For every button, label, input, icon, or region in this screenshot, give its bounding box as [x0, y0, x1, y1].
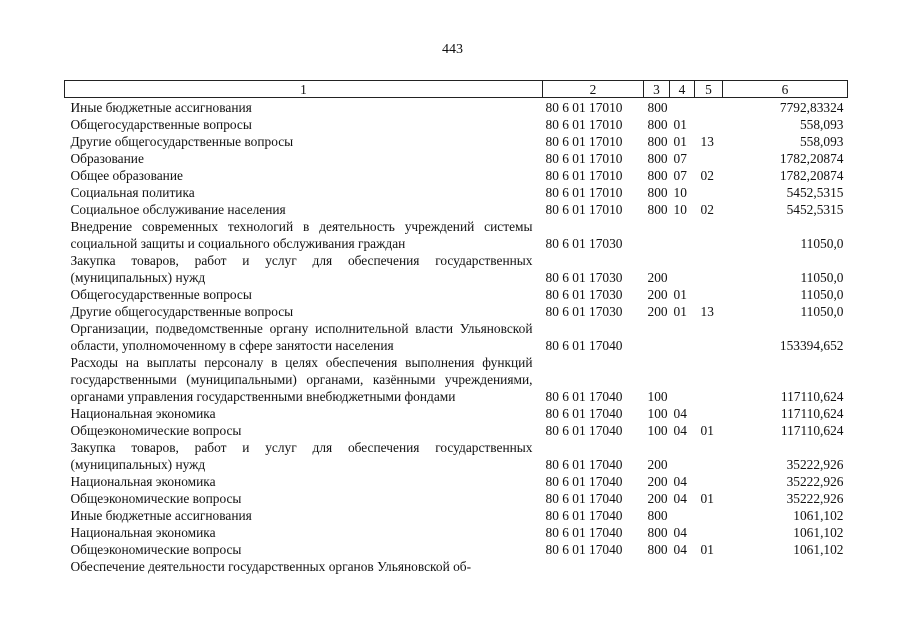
header-col-3: 3: [644, 81, 670, 98]
table-row: [65, 184, 848, 201]
row-code: 80 6 01 17030: [545, 236, 623, 251]
row-vr: 100: [647, 423, 668, 438]
row-name: Национальная экономика: [70, 474, 216, 489]
row-sum: 1061,102: [793, 542, 844, 557]
row-code: 80 6 01 17040: [545, 491, 623, 506]
row-vr: 800: [647, 151, 668, 166]
row-name: Другие общегосударственные вопросы: [70, 134, 294, 149]
row-vr: 200: [647, 457, 668, 472]
header-col-5: 5: [695, 81, 723, 98]
row-name: Закупка товаров, работ и услуг для обеспечения государственных (муниципальных) нужд: [70, 440, 533, 472]
row-sum: 35222,926: [786, 457, 844, 472]
row-rz: [670, 558, 695, 575]
row-rz: 01: [673, 117, 687, 132]
row-name: Социальная политика: [70, 185, 195, 200]
row-sum: 117110,624: [780, 389, 844, 404]
row-name: Общеэкономические вопросы: [70, 423, 242, 438]
row-code: 80 6 01 17040: [545, 525, 623, 540]
row-rz: 04: [673, 525, 687, 540]
row-vr: 800: [647, 508, 668, 523]
table-row: [65, 507, 848, 524]
row-pr: [695, 439, 723, 473]
header-col-1: 1: [65, 81, 543, 98]
table-row: [65, 558, 848, 575]
row-sum: 11050,0: [800, 304, 844, 319]
row-name: Расходы на выплаты персоналу в целях обеспечения выполнения функций государственными (муниципальными) органами, казёнными учреждениями, органами управления государственными внебюджетными фондами: [70, 355, 533, 404]
row-name: Иные бюджетные ассигнования: [70, 100, 252, 115]
row-code: 80 6 01 17030: [545, 270, 623, 285]
row-code: [543, 558, 644, 575]
row-pr: [695, 524, 723, 541]
row-pr: 01: [700, 423, 714, 438]
row-name: Национальная экономика: [70, 525, 216, 540]
row-rz: 04: [673, 491, 687, 506]
row-pr: 02: [700, 168, 714, 183]
table-row: [65, 422, 848, 439]
row-sum: 7792,83324: [779, 100, 844, 115]
row-vr: 200: [647, 287, 668, 302]
row-sum: 117110,624: [780, 423, 844, 438]
row-pr: 13: [700, 134, 714, 149]
row-name: Общеэкономические вопросы: [70, 491, 242, 506]
row-rz: [670, 252, 695, 286]
row-sum: 558,093: [799, 134, 844, 149]
row-code: 80 6 01 17010: [545, 185, 623, 200]
row-pr: [695, 116, 723, 133]
row-code: 80 6 01 17040: [545, 457, 623, 472]
row-pr: [695, 405, 723, 422]
row-rz: 07: [673, 168, 687, 183]
row-name: Общегосударственные вопросы: [70, 117, 252, 132]
row-vr: 200: [647, 270, 668, 285]
row-code: 80 6 01 17040: [545, 508, 623, 523]
row-pr: 01: [700, 491, 714, 506]
row-rz: [670, 218, 695, 252]
row-rz: 10: [673, 185, 687, 200]
row-name: Социальное обслуживание населения: [70, 202, 286, 217]
row-vr: 200: [647, 474, 668, 489]
row-vr: 800: [647, 168, 668, 183]
row-name: Внедрение современных технологий в деятельность учреждений системы социальной защиты и социального обслуживания граждан: [70, 219, 533, 251]
row-vr: 800: [647, 202, 668, 217]
row-sum: 11050,0: [800, 236, 844, 251]
row-rz: 07: [673, 151, 687, 166]
row-rz: 01: [673, 287, 687, 302]
row-rz: [670, 507, 695, 524]
table-row: [65, 405, 848, 422]
row-sum: [723, 558, 848, 575]
row-name: Общегосударственные вопросы: [70, 287, 252, 302]
row-name: Организации, подведомственные органу исполнительной власти Ульяновской области, уполномоченному в сфере занятости населения: [70, 321, 533, 353]
row-rz: 04: [673, 542, 687, 557]
row-name: Иные бюджетные ассигнования: [70, 508, 252, 523]
row-vr: 200: [647, 491, 668, 506]
row-rz: [670, 439, 695, 473]
row-rz: 01: [673, 134, 687, 149]
header-col-6: 6: [723, 81, 848, 98]
table-row: [65, 116, 848, 133]
row-sum: 35222,926: [786, 474, 844, 489]
page-number: 443: [442, 42, 463, 57]
row-sum: 153394,652: [779, 338, 844, 353]
budget-table: [64, 80, 848, 575]
row-vr: [644, 320, 670, 354]
header-row: [65, 81, 848, 98]
row-sum: 5452,5315: [786, 185, 844, 200]
row-pr: [695, 150, 723, 167]
row-code: 80 6 01 17010: [545, 168, 623, 183]
row-name: Общеэкономические вопросы: [70, 542, 242, 557]
row-vr: 200: [647, 304, 668, 319]
table-body: [65, 98, 848, 576]
row-pr: 01: [700, 542, 714, 557]
row-pr: [695, 507, 723, 524]
row-name: Общее образование: [70, 168, 183, 183]
row-sum: 1782,20874: [779, 151, 844, 166]
row-code: 80 6 01 17040: [545, 542, 623, 557]
row-name: Образование: [70, 151, 144, 166]
row-vr: 100: [647, 389, 668, 404]
row-rz: 04: [673, 474, 687, 489]
row-sum: 117110,624: [780, 406, 844, 421]
row-code: 80 6 01 17040: [545, 406, 623, 421]
row-pr: 02: [700, 202, 714, 217]
row-code: 80 6 01 17010: [545, 117, 623, 132]
row-pr: [695, 184, 723, 201]
row-vr: [644, 218, 670, 252]
row-name: Национальная экономика: [70, 406, 216, 421]
row-pr: [695, 354, 723, 405]
row-pr: [695, 320, 723, 354]
row-rz: 04: [673, 406, 687, 421]
table-header: [65, 81, 848, 98]
table-row: [65, 303, 848, 320]
row-code: 80 6 01 17010: [545, 202, 623, 217]
row-pr: [695, 473, 723, 490]
row-pr: [695, 218, 723, 252]
row-name: Закупка товаров, работ и услуг для обеспечения государственных (муниципальных) нужд: [70, 253, 533, 285]
row-code: 80 6 01 17010: [545, 151, 623, 166]
table-row: [65, 320, 848, 354]
table-row: [65, 218, 848, 252]
row-code: 80 6 01 17040: [545, 474, 623, 489]
row-vr: 800: [647, 525, 668, 540]
row-vr: 800: [647, 100, 668, 115]
row-pr: [695, 252, 723, 286]
row-vr: 800: [647, 117, 668, 132]
row-rz: [670, 354, 695, 405]
table-row: [65, 490, 848, 507]
header-col-2: 2: [543, 81, 644, 98]
row-pr: [695, 558, 723, 575]
row-code: 80 6 01 17030: [545, 287, 623, 302]
row-pr: [695, 286, 723, 303]
row-sum: 1782,20874: [779, 168, 844, 183]
row-sum: 11050,0: [800, 270, 844, 285]
row-sum: 558,093: [799, 117, 844, 132]
table-row: [65, 524, 848, 541]
table-row: [65, 252, 848, 286]
row-pr: [695, 98, 723, 117]
row-rz: 04: [673, 423, 687, 438]
row-rz: [670, 320, 695, 354]
row-vr: 800: [647, 134, 668, 149]
header-col-4: 4: [670, 81, 695, 98]
table-row: [65, 201, 848, 218]
row-rz: [670, 98, 695, 117]
row-rz: 10: [673, 202, 687, 217]
row-vr: 100: [647, 406, 668, 421]
row-name: Другие общегосударственные вопросы: [70, 304, 294, 319]
row-name: Обеспечение деятельности государственных органов Ульяновской об-: [70, 559, 472, 574]
row-vr: 800: [647, 185, 668, 200]
row-code: 80 6 01 17030: [545, 304, 623, 319]
row-sum: 5452,5315: [786, 202, 844, 217]
row-code: 80 6 01 17010: [545, 100, 623, 115]
table-row: [65, 133, 848, 150]
table-row: [65, 354, 848, 405]
table-row: [65, 541, 848, 558]
row-code: 80 6 01 17040: [545, 423, 623, 438]
table-row: [65, 150, 848, 167]
table-row: [65, 286, 848, 303]
row-code: 80 6 01 17010: [545, 134, 623, 149]
row-vr: 800: [647, 542, 668, 557]
row-vr: [644, 558, 670, 575]
row-rz: 01: [673, 304, 687, 319]
row-sum: 11050,0: [800, 287, 844, 302]
table-row: [65, 98, 848, 117]
row-code: 80 6 01 17040: [545, 389, 623, 404]
table-row: [65, 473, 848, 490]
row-sum: 35222,926: [786, 491, 844, 506]
row-sum: 1061,102: [793, 508, 844, 523]
table-row: [65, 167, 848, 184]
row-pr: 13: [700, 304, 714, 319]
row-code: 80 6 01 17040: [545, 338, 623, 353]
row-sum: 1061,102: [793, 525, 844, 540]
table-row: [65, 439, 848, 473]
